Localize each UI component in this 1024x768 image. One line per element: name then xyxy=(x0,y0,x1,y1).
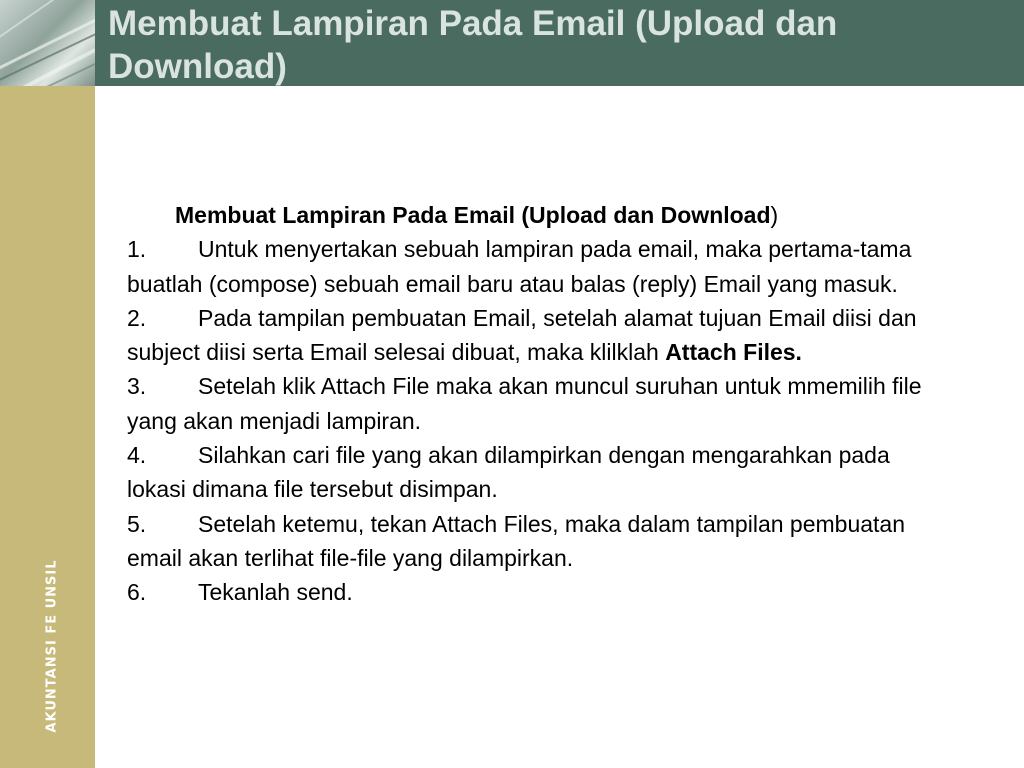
step-item-3 xyxy=(127,369,937,438)
slide-title: Membuat Lampiran Pada Email (Upload dan Download) xyxy=(108,4,838,86)
header-decorative-image xyxy=(0,0,95,86)
step-text: Silahkan cari file yang akan dilampirkan dengan mengarahkan pada lokasi dimana file tersebut disimpan. xyxy=(127,442,890,503)
step-item-6 xyxy=(127,575,937,609)
step-number: 3. xyxy=(127,373,147,400)
step-text: Setelah klik Attach File maka akan muncul suruhan untuk mmemilih file yang akan menjadi lampiran. xyxy=(127,373,922,434)
step-item-4 xyxy=(127,438,937,507)
sidebar xyxy=(0,86,95,768)
step-number: 6. xyxy=(127,579,147,606)
step-text: Pada tampilan pembuatan Email, setelah alamat tujuan Email diisi dan subject diisi serta Email selesai dibuat, maka klilklah xyxy=(127,304,917,366)
step-text: Untuk menyertakan sebuah lampiran pada email, maka pertama-tama buatlah (compose) sebuah email baru atau balas (reply) Email yang masuk. xyxy=(127,236,912,297)
step-text: Setelah ketemu, tekan Attach Files, maka dalam tampilan pembuatan email akan terlihat file-file yang dilampirkan. xyxy=(127,510,906,571)
step-number: 5. xyxy=(127,510,147,537)
content-heading-suffix: ) xyxy=(770,202,779,228)
step-number: 4. xyxy=(127,442,147,469)
step-item-2 xyxy=(127,301,937,370)
steps-list xyxy=(127,232,937,609)
content-body xyxy=(127,198,937,610)
step-bold-text: Attach Files. xyxy=(665,339,802,366)
content-heading-text: Membuat Lampiran Pada Email (Upload dan Download xyxy=(175,202,771,228)
step-text: Tekanlah send. xyxy=(198,579,353,606)
step-number: 2. xyxy=(127,304,147,331)
step-item-5 xyxy=(127,507,937,576)
step-item-1 xyxy=(127,232,937,301)
content-heading xyxy=(127,198,937,232)
keyboard-photo-icon xyxy=(0,0,95,86)
step-number: 1. xyxy=(127,236,147,263)
sidebar-label: AKUNTANSI FE UNSIL xyxy=(44,559,60,733)
